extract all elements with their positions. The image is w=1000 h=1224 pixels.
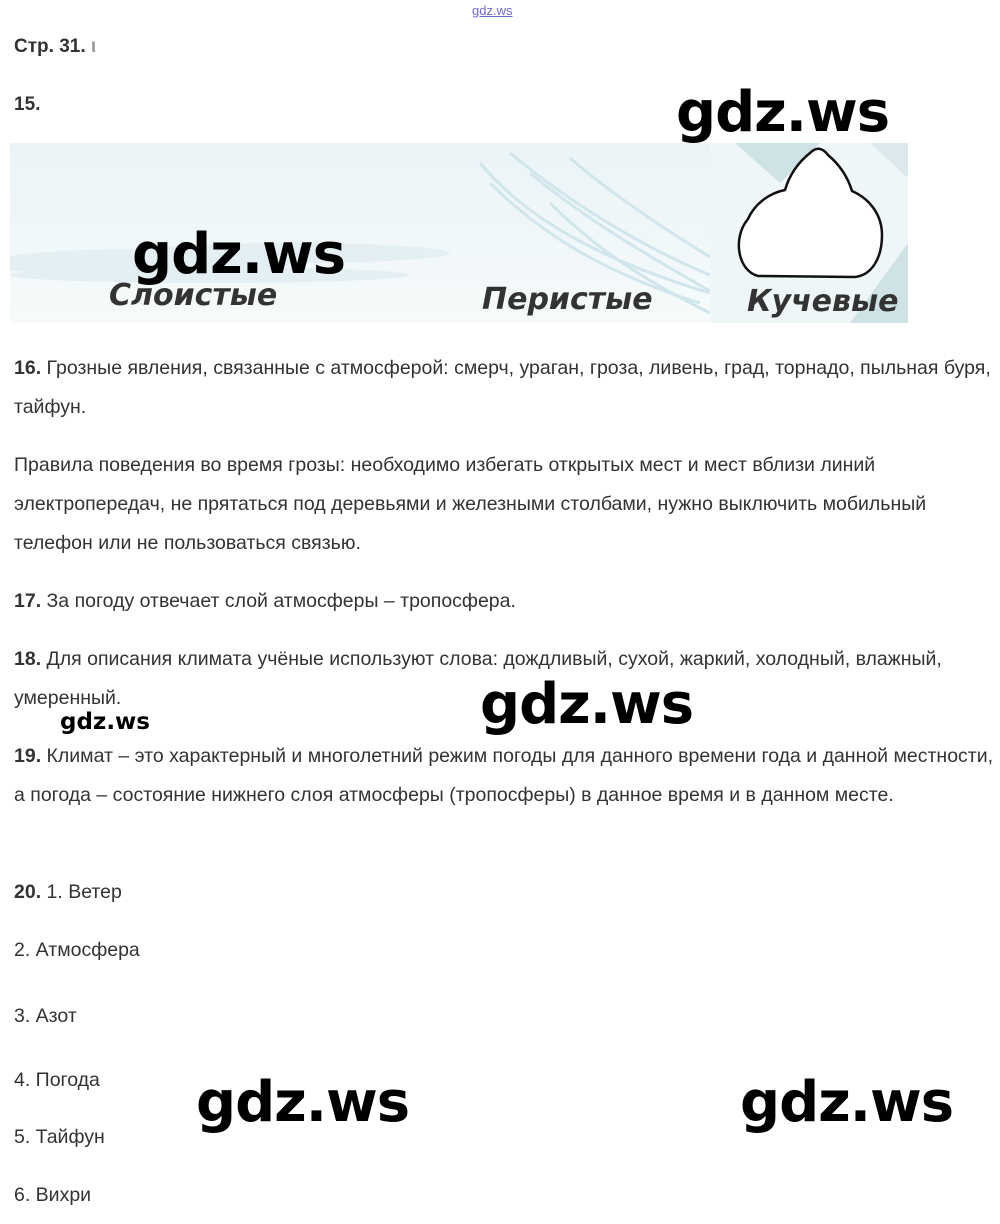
cloud-label-layered: Слоистые [109,278,278,313]
task-20-item-4: 4. Погода [14,1069,100,1091]
task-20-item-text: 1. Ветер [46,881,122,903]
task-20-item-6: 6. Вихри [14,1184,92,1206]
watermark: gdz.ws [676,80,890,145]
task-18-number: 18. [14,648,42,670]
page-reference [14,36,96,58]
task-17-number: 17. [14,590,42,612]
task-19-answer [14,737,994,815]
task-16-number: 16. [14,357,42,379]
watermark: gdz.ws [196,1070,410,1135]
task-18-text: Для описания климата учёные используют слова: дождливый, сухой, жаркий, холодный, влажный, умеренный. [14,648,942,709]
task-16-answer [14,349,1000,427]
task-20-item-5: 5. Тайфун [14,1126,105,1148]
task-16-text: Грозные явления, связанные с атмосферой: смерч, ураган, гроза, ливень, град, торнадо, пыльная буря, тайфун. [14,357,991,418]
watermark: gdz.ws [60,709,150,735]
watermark: gdz.ws [740,1070,954,1135]
task-20-item-1 [14,881,122,904]
task-20-number: 20. [14,881,42,903]
task-15-number: 15. [14,94,41,115]
top-site-link[interactable]: gdz.ws [472,3,513,18]
task-17-text: За погоду отвечает слой атмосферы – тропосфера. [46,590,516,612]
page-reference-mark: ι [90,36,97,57]
task-19-number: 19. [14,745,42,767]
cloud-label-cirrus: Перистые [482,282,653,317]
task-16-rules: Правила поведения во время грозы: необходимо избегать открытых мест и мест вблизи линий электропередач, не прятаться под деревьями и железными столбами, нужно выключить мобильный телефон или не пользоваться связью. [14,454,927,554]
page-reference-text: Стр. 31. [14,36,86,57]
task-20-item-2: 2. Атмосфера [14,939,140,961]
cloud-label-cumulus: Кучевые [747,284,899,319]
task-20-item-3: 3. Азот [14,1005,77,1027]
watermark: gdz.ws [132,222,346,287]
watermark: gdz.ws [480,672,694,737]
task-17-answer [14,582,1000,621]
task-19-text: Климат – это характерный и многолетний режим погоды для данного времени года и данной местности, а погода – состояние нижнего слоя атмосферы (тропосферы) в данное время и в данном месте. [14,745,994,806]
